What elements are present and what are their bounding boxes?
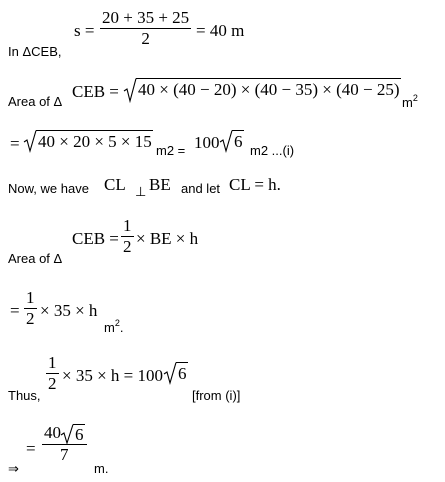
half-fraction (121, 217, 134, 256)
fraction-denominator: 2 (123, 236, 132, 256)
be-symbol: BE (149, 175, 171, 194)
now-we-have-label: Now, we have (8, 181, 89, 196)
equals-sign: = (10, 134, 20, 153)
half-fraction (24, 289, 37, 328)
fraction-numerator: 20 + 35 + 25 (102, 8, 190, 27)
area-of-label: Area of Δ (8, 94, 63, 109)
radical-sign-icon (124, 78, 136, 102)
semi-perimeter-fraction (100, 9, 191, 48)
fraction-numerator: 1 (26, 288, 35, 307)
thus-radicand: 6 (178, 364, 187, 383)
ceb-lhs: CEB = (72, 82, 119, 101)
fraction-numerator: 1 (48, 353, 57, 372)
s-result: = 40 m (196, 21, 245, 40)
result-fraction (42, 424, 87, 465)
radical-sign-icon (24, 130, 36, 152)
fraction-denominator: 7 (60, 445, 69, 464)
thus-equation: × 35 × h = 100 (62, 366, 164, 385)
numerator-value: 40 (44, 423, 61, 442)
thus-label: Thus, (8, 388, 41, 403)
and-let-label: and let (181, 181, 221, 196)
substitution-rhs: × 35 × h (40, 301, 98, 320)
fraction-denominator: 2 (48, 373, 57, 393)
implies-arrow-icon: ⇒ (8, 461, 19, 476)
fraction-numerator: 1 (123, 216, 132, 235)
area-sqrt (24, 130, 153, 152)
heron-sqrt (124, 78, 401, 102)
unit-m2-equals: m2 = (156, 143, 186, 158)
unit-period: . (119, 320, 124, 335)
fraction-denominator: 2 (141, 28, 150, 48)
cl-equals-h: CL = h. (229, 175, 281, 194)
result-unit: m. (94, 461, 109, 476)
area-unit (104, 318, 123, 335)
half-fraction (46, 354, 59, 393)
fraction-denominator: 2 (26, 308, 35, 328)
area-of-label: Area of Δ (8, 251, 63, 266)
unit-base: m (402, 95, 413, 110)
equals-sign: = (10, 301, 20, 320)
equals-sign: = (26, 439, 36, 458)
heron-radicand: 40 × (40 − 20) × (40 − 35) × (40 − 25) (136, 78, 401, 102)
unit-reference: m2 ...(i) (250, 143, 295, 158)
unit-base: m (104, 320, 115, 335)
radical-sign-icon (164, 362, 176, 384)
from-reference: [from (i)] (192, 388, 241, 403)
unit-exponent: 2 (412, 93, 418, 103)
radical-sign-icon (220, 130, 232, 152)
ceb-lhs: CEB = (72, 229, 119, 248)
perpendicular-icon: ⊥ (135, 184, 147, 199)
value-sqrt (220, 130, 244, 152)
s-lhs: s = (74, 21, 95, 40)
fraction-numerator (42, 424, 87, 444)
unit-exponent: 2 (114, 318, 120, 328)
in-triangle-label: In ΔCEB, (8, 44, 62, 59)
thus-sqrt (164, 362, 188, 384)
value-radicand: 6 (234, 132, 243, 151)
numerator-radicand: 6 (75, 425, 84, 444)
area-radicand: 40 × 20 × 5 × 15 (38, 132, 152, 151)
area-rhs: × BE × h (136, 229, 199, 248)
area-unit (402, 93, 418, 110)
radical-sign-icon (61, 424, 73, 444)
area-value: 100 (194, 133, 220, 152)
numerator-sqrt (61, 424, 85, 444)
cl-symbol: CL (104, 175, 126, 194)
